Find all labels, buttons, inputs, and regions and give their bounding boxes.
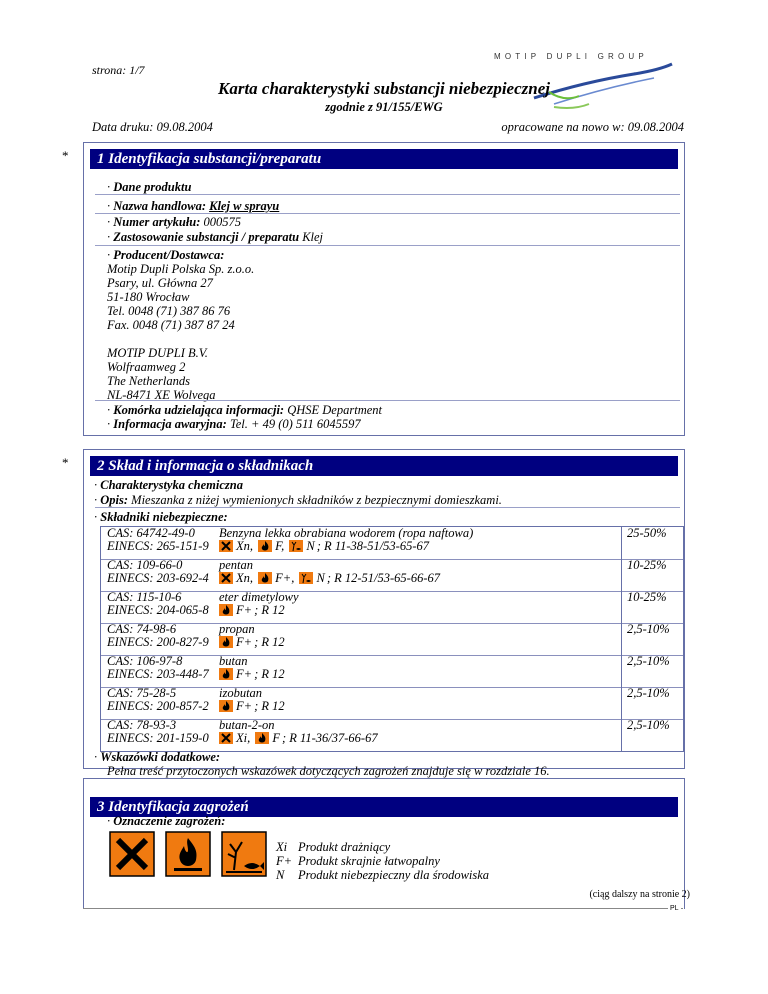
print-date: Data druku: 09.08.2004 (92, 120, 213, 134)
ingredient-details (219, 719, 378, 745)
class-code: N (306, 539, 315, 553)
ingredient-ids (107, 559, 209, 585)
ingredient-details (219, 591, 299, 617)
hazard-text: Produkt skrajnie łatwopalny (298, 854, 440, 868)
chem-char-row: · Charakterystyka chemiczna (94, 478, 243, 492)
section-1-title: 1 Identyfikacja substancji/preparatu (90, 149, 678, 169)
cas-number: CAS: 106-97-8 (107, 654, 183, 668)
ingredient-row (101, 559, 683, 592)
cas-number: CAS: 78-93-3 (107, 718, 177, 732)
supplier2-line: The Netherlands (107, 374, 190, 388)
ingredient-ids (107, 655, 209, 681)
einecs-number: EINECS: 204-065-8 (107, 603, 209, 617)
environment-tree-fish-icon (299, 572, 313, 584)
hazard-code: F+ (276, 854, 293, 868)
environment-tree-fish-icon (289, 540, 303, 552)
einecs-number: EINECS: 200-857-2 (107, 699, 209, 713)
class-rest: ; R 12 (254, 635, 285, 649)
document-subtitle: zgodnie z 91/155/EWG (325, 100, 443, 114)
usage-label: Zastosowanie substancji / preparatu (113, 230, 300, 244)
ingredient-classification (219, 700, 285, 713)
einecs-number: EINECS: 203-692-4 (107, 571, 209, 585)
document-title: Karta charakterystyki substancji niebezpiecznej (218, 79, 550, 98)
ingredient-classification (219, 732, 378, 745)
usage-value: Klej (302, 230, 324, 244)
ingredient-ids (107, 623, 209, 649)
harmful-x-icon (219, 732, 233, 744)
ingredient-row (101, 591, 683, 624)
harmful-x-icon (219, 540, 233, 552)
class-code: F+ (236, 667, 253, 681)
description-row: · Opis: Mieszanka z niżej wymienionych składników z bezpiecznymi domieszkami. (94, 493, 502, 507)
producer-label: Producent/Dostawca: (113, 248, 225, 262)
flammable-flame-icon (219, 668, 233, 680)
ingredient-row (101, 719, 683, 751)
description-label: Opis: (100, 493, 129, 507)
producer-line: 51-180 Wrocław (107, 290, 190, 304)
class-rest: ; R 12 (254, 667, 285, 681)
info-value: QHSE Department (287, 403, 382, 417)
hazard-text: Produkt niebezpieczny dla środowiska (298, 868, 490, 882)
divider (95, 507, 680, 508)
flammable-flame-icon (258, 572, 272, 584)
class-code: F+ (236, 635, 253, 649)
cas-number: CAS: 115-10-6 (107, 590, 182, 604)
divider (95, 194, 680, 195)
logo-text: MOTIP DUPLI GROUP (494, 52, 648, 61)
supplier2-line: Wolfraamweg 2 (107, 360, 186, 374)
hazard-pictograms (108, 830, 276, 882)
emergency-row: · Informacja awaryjna: Tel. + 49 (0) 511 6045597 (107, 417, 361, 431)
cas-number: CAS: 64742-49-0 (107, 526, 195, 540)
class-rest: ; R 11-36/37-66-67 (282, 731, 378, 745)
trade-name-label: Nazwa handlowa: (113, 199, 206, 213)
ingredient-name: butan (219, 654, 248, 668)
hazard-legend-item (276, 854, 489, 868)
ingredient-classification (219, 540, 473, 553)
trade-name-value: Klej w sprayu (209, 199, 280, 213)
class-code: Xn, (236, 571, 257, 585)
ingredient-classification (219, 668, 285, 681)
article-number-value: 000575 (203, 215, 242, 229)
producer-line: Tel. 0048 (71) 387 86 76 (107, 304, 231, 318)
ingredient-range: 2,5-10% (621, 623, 683, 655)
additional-row: · Wskazówki dodatkowe: (94, 750, 221, 764)
class-rest: ; R 12 (254, 699, 285, 713)
hazard-text: Produkt drażniący (298, 840, 391, 854)
ingredient-classification (219, 604, 299, 617)
class-code: F+, (275, 571, 298, 585)
info-label: Komórka udzielająca informacji: (113, 403, 285, 417)
trade-name-row: · Nazwa handlowa: Klej w sprayu (107, 199, 280, 213)
class-rest: ; R 11-38-51/53-65-67 (316, 539, 430, 553)
ingredient-details (219, 623, 285, 649)
product-data-text: Dane produktu (113, 180, 192, 194)
flammable-flame-icon (166, 832, 210, 876)
ingredient-ids (107, 687, 209, 713)
ingredient-details (219, 687, 285, 713)
class-code: F+ (236, 699, 253, 713)
cas-number: CAS: 75-28-5 (107, 686, 177, 700)
ingredient-ids (107, 719, 209, 745)
ingredient-range: 2,5-10% (621, 719, 683, 751)
cas-number: CAS: 109-66-0 (107, 558, 183, 572)
ingredient-details (219, 527, 473, 553)
ingredient-details (219, 655, 285, 681)
ingredient-range: 2,5-10% (621, 655, 683, 687)
ingredient-row (101, 623, 683, 656)
article-number-row: · Numer artykułu: 000575 (107, 215, 242, 229)
flammable-flame-icon (219, 636, 233, 648)
ingredient-range: 10-25% (621, 559, 683, 591)
ingredient-row (101, 527, 683, 560)
ingredient-ids (107, 527, 209, 553)
class-rest: ; R 12-51/53-65-66-67 (326, 571, 440, 585)
ingredients-table (100, 526, 684, 752)
ingredient-name: propan (219, 622, 255, 636)
class-rest: ; R 12 (254, 603, 285, 617)
hazard-legend-item (276, 868, 489, 882)
ingredient-name: izobutan (219, 686, 263, 700)
class-code: Xn, (236, 539, 257, 553)
emergency-value: Tel. + 49 (0) 511 6045597 (229, 417, 361, 431)
ingredient-details (219, 559, 440, 585)
flammable-flame-icon (255, 732, 269, 744)
footer-rule (83, 908, 683, 909)
cas-number: CAS: 74-98-6 (107, 622, 177, 636)
supplier2-line: NL-8471 XE Wolvega (107, 388, 216, 402)
hazard-legend (276, 840, 489, 882)
language-code: PL (670, 905, 679, 912)
ingredient-name: Benzyna lekka obrabiana wodorem (ropa naftowa) (219, 526, 474, 540)
producer-line: Psary, ul. Główna 27 (107, 276, 213, 290)
ingredient-row (101, 687, 683, 720)
hazard-code: Xi (276, 840, 288, 854)
revision-date: opracowane na nowo w: 09.08.2004 (501, 120, 684, 134)
class-code: F (272, 731, 280, 745)
environment-tree-fish-icon (222, 832, 266, 876)
producer-label-row: · Producent/Dostawca: (107, 248, 225, 262)
einecs-number: EINECS: 203-448-7 (107, 667, 209, 681)
class-code: N (316, 571, 325, 585)
ingredient-name: pentan (219, 558, 254, 572)
hazardous-label: Składniki niebezpieczne: (100, 510, 228, 524)
section-2-title: 2 Skład i informacja o składnikach (90, 456, 678, 476)
einecs-number: EINECS: 265-151-9 (107, 539, 209, 553)
article-number-label: Numer artykułu: (113, 215, 201, 229)
ingredient-row (101, 655, 683, 688)
section1-change-marker: * (62, 148, 69, 163)
producer-line: Fax. 0048 (71) 387 87 24 (107, 318, 235, 332)
class-code: Xi, (236, 731, 254, 745)
ingredient-range: 10-25% (621, 591, 683, 623)
info-row: · Komórka udzielająca informacji: QHSE Department (107, 403, 382, 417)
hazard-code: N (276, 868, 285, 882)
ingredient-name: butan-2-on (219, 718, 275, 732)
ingredient-range: 2,5-10% (621, 687, 683, 719)
class-code: F+ (236, 603, 253, 617)
marking-label: Oznaczenie zagrożeń: (113, 814, 226, 828)
marking-row: · Oznaczenie zagrożeń: (107, 814, 226, 828)
ingredient-ids (107, 591, 209, 617)
ingredient-name: eter dimetylowy (219, 590, 299, 604)
divider (95, 245, 680, 246)
chem-char-label: Charakterystyka chemiczna (100, 478, 243, 492)
ingredient-range: 25-50% (621, 527, 683, 559)
flammable-flame-icon (219, 700, 233, 712)
page-number: strona: 1/7 (92, 63, 145, 77)
additional-value: Pełna treść przytoczonych wskazówek dotyczących zagrożeń znajduje się w rozdziale 16. (107, 764, 550, 778)
producer-line: Motip Dupli Polska Sp. z.o.o. (107, 262, 255, 276)
continued-note: (ciąg dalszy na stronie 2) (589, 889, 690, 900)
ingredient-classification (219, 636, 285, 649)
divider (95, 400, 680, 401)
section2-change-marker: * (62, 455, 69, 470)
supplier2-line: MOTIP DUPLI B.V. (107, 346, 208, 360)
class-code: F, (275, 539, 288, 553)
einecs-number: EINECS: 200-827-9 (107, 635, 209, 649)
section-3-title: 3 Identyfikacja zagrożeń (90, 797, 678, 817)
additional-label: Wskazówki dodatkowe: (100, 750, 221, 764)
product-data-label: · Dane produktu (107, 180, 192, 194)
einecs-number: EINECS: 201-159-0 (107, 731, 209, 745)
hazard-legend-item (276, 840, 489, 854)
usage-row: · Zastosowanie substancji / preparatu Klej (107, 230, 324, 244)
divider (95, 213, 680, 214)
harmful-x-icon (110, 832, 154, 876)
flammable-flame-icon (219, 604, 233, 616)
hazardous-label-row: · Składniki niebezpieczne: (94, 510, 228, 524)
flammable-flame-icon (258, 540, 272, 552)
description-value: Mieszanka z niżej wymienionych składników z bezpiecznymi domieszkami. (131, 493, 502, 507)
emergency-label: Informacja awaryjna: (113, 417, 227, 431)
ingredient-classification (219, 572, 440, 585)
harmful-x-icon (219, 572, 233, 584)
hazard-pictogram-group (108, 830, 276, 878)
